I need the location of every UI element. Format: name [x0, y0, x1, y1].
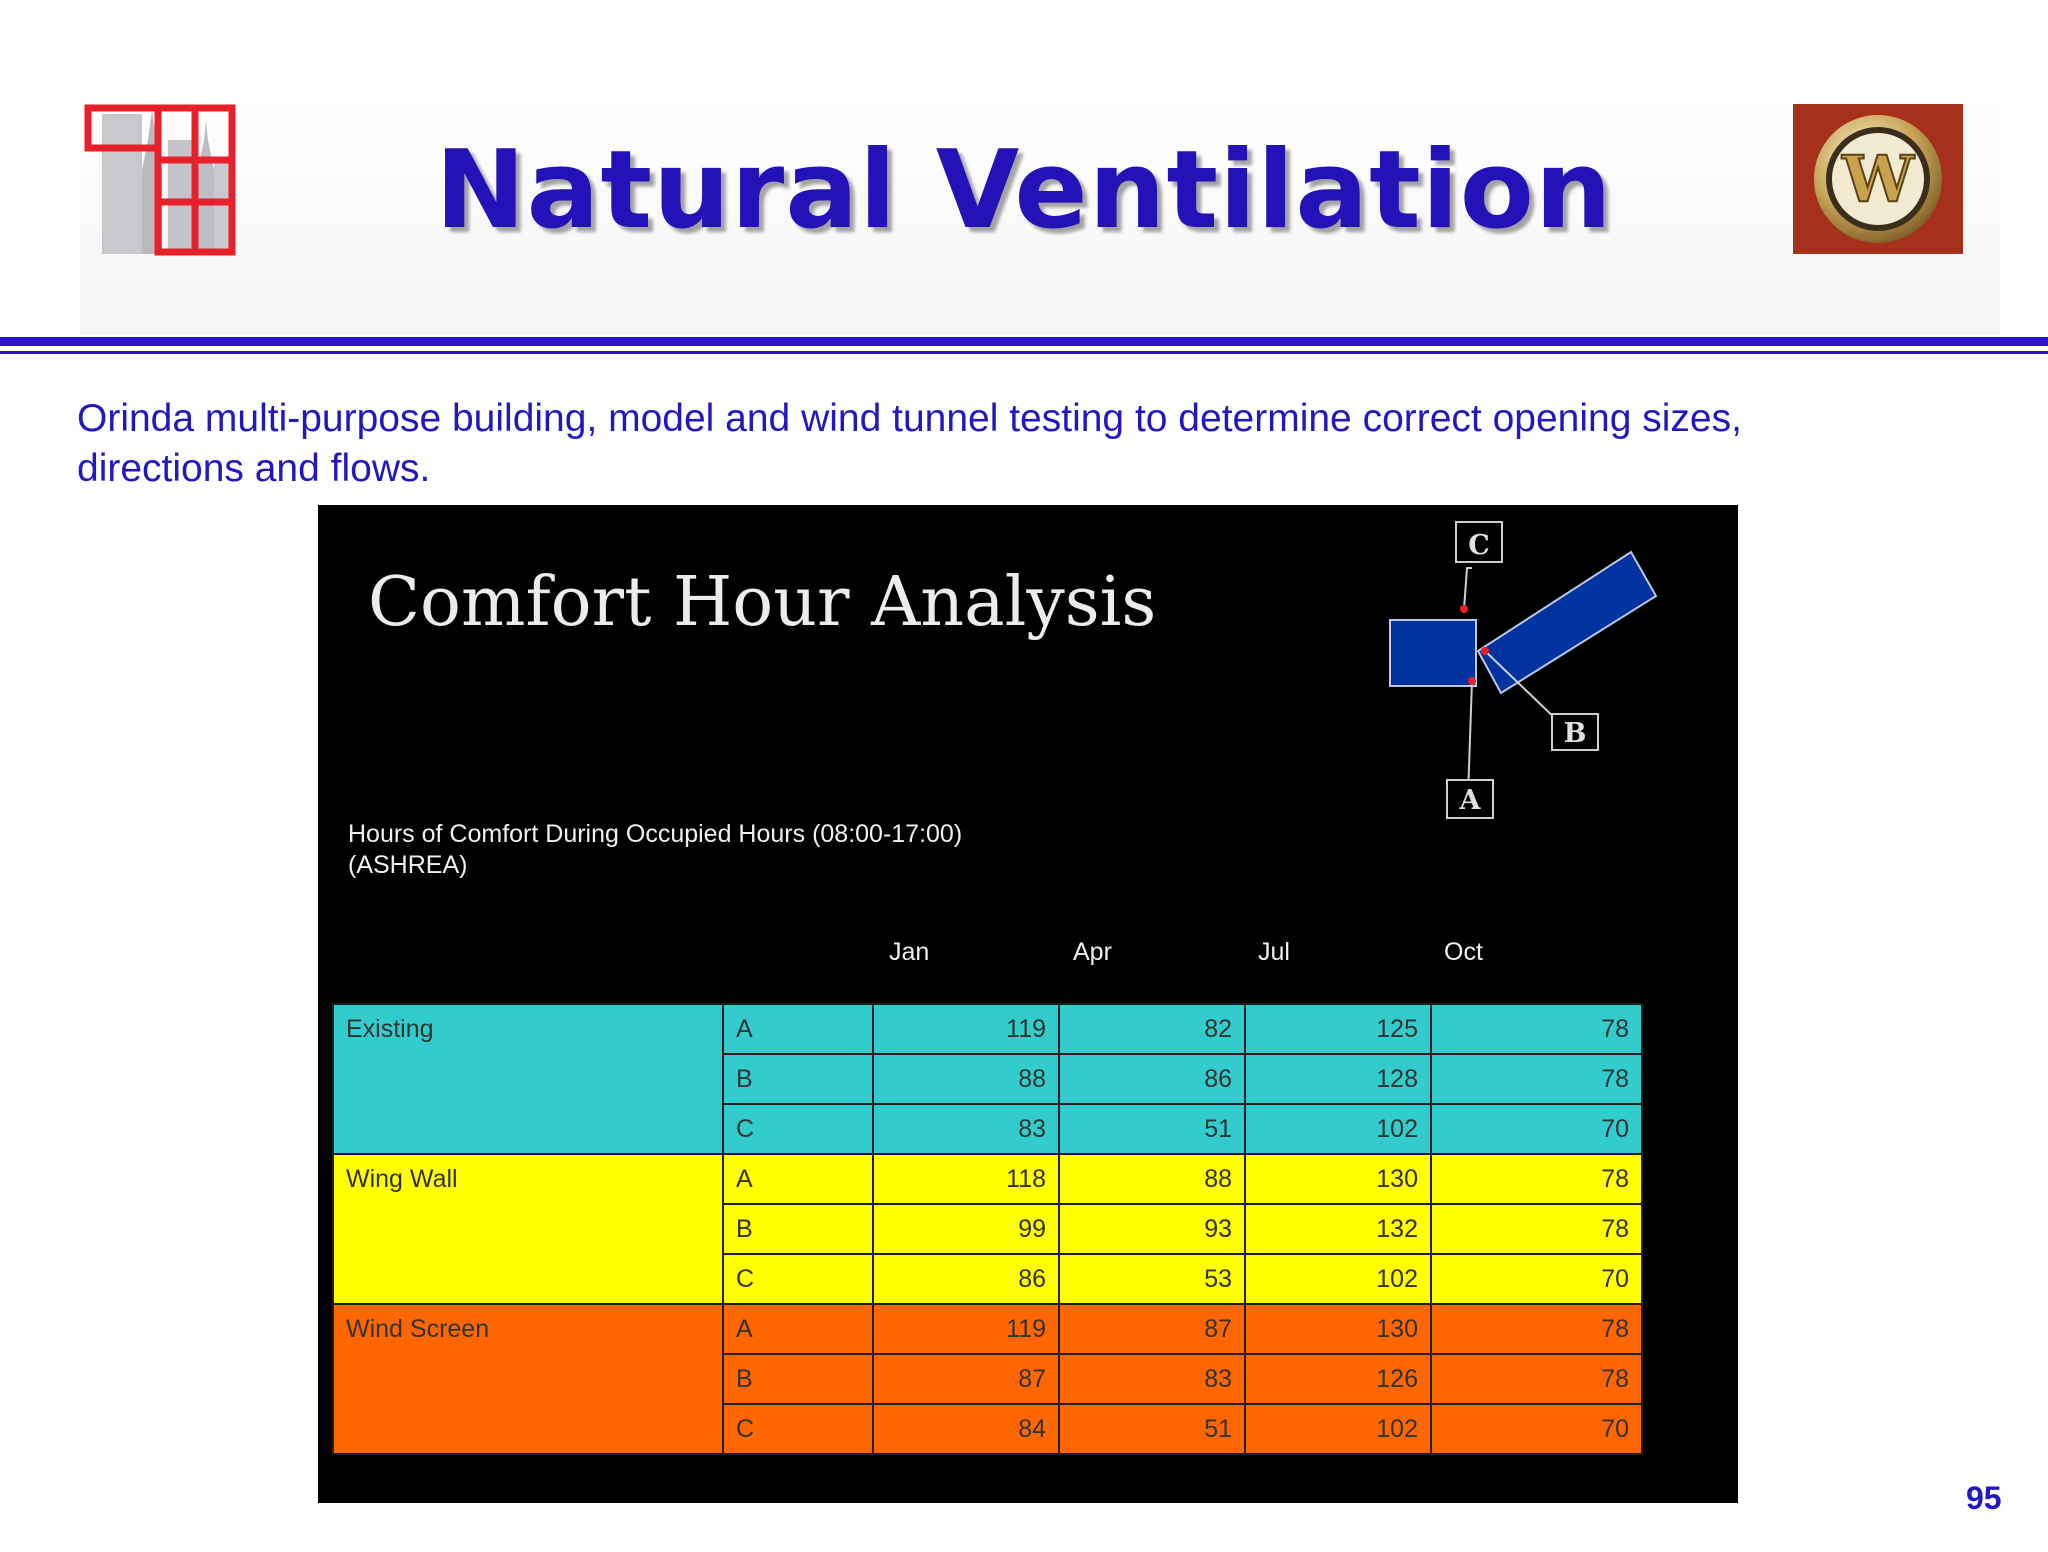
point-b-marker	[1481, 647, 1489, 655]
table-cell: 78	[1431, 1204, 1642, 1254]
group-label: Existing	[333, 1004, 723, 1154]
header-rule-thick	[0, 337, 2048, 346]
subrow-label: B	[723, 1054, 873, 1104]
table-cell: 88	[873, 1054, 1059, 1104]
table-cell: 102	[1245, 1104, 1431, 1154]
diagram-label-b: B	[1563, 718, 1587, 749]
subrow-label: A	[723, 1004, 873, 1054]
subrow-label: C	[723, 1104, 873, 1154]
point-c-marker	[1460, 605, 1468, 613]
subtitle-line-2: directions and flows.	[77, 447, 431, 490]
table-cell: 87	[873, 1354, 1059, 1404]
table-cell: 84	[873, 1404, 1059, 1454]
table-cell: 93	[1059, 1204, 1245, 1254]
table-cell: 128	[1245, 1054, 1431, 1104]
subrow-label: C	[723, 1404, 873, 1454]
emblem-letter: W	[1842, 142, 1914, 217]
table-cell: 88	[1059, 1154, 1245, 1204]
table-cell: 102	[1245, 1404, 1431, 1454]
table-cell: 119	[873, 1004, 1059, 1054]
table-cell: 87	[1059, 1304, 1245, 1354]
month-header-apr: Apr	[1073, 938, 1112, 966]
subrow-label: A	[723, 1304, 873, 1354]
table-cell: 83	[873, 1104, 1059, 1154]
table-caption	[348, 819, 962, 881]
table-cell: 78	[1431, 1354, 1642, 1404]
table-body	[333, 1004, 1642, 1454]
table-cell: 99	[873, 1204, 1059, 1254]
table-cell: 118	[873, 1154, 1059, 1204]
new-building-shape	[1478, 552, 1656, 693]
comfort-analysis-panel	[318, 505, 1738, 1503]
panel-title: Comfort Hour Analysis	[368, 563, 1157, 642]
slide-title: Natural Ventilation	[435, 128, 1613, 253]
table-cell: 78	[1431, 1004, 1642, 1054]
slide-subtitle	[77, 394, 1977, 494]
site-plan-diagram	[1388, 510, 1738, 830]
diagram-label-a: A	[1459, 785, 1481, 816]
table-cell: 119	[873, 1304, 1059, 1354]
table-cell: 78	[1431, 1304, 1642, 1354]
page-number: 95	[1966, 1480, 2002, 1516]
table-row	[333, 1154, 1642, 1204]
caption-line-2: (ASHREA)	[348, 851, 468, 879]
table-cell: 82	[1059, 1004, 1245, 1054]
header-rule-thin	[0, 351, 2048, 354]
point-a-marker	[1468, 677, 1476, 685]
table-cell: 130	[1245, 1154, 1431, 1204]
existing-building-shape	[1390, 620, 1476, 686]
table-cell: 70	[1431, 1254, 1642, 1304]
subrow-label: C	[723, 1254, 873, 1304]
subrow-label: B	[723, 1204, 873, 1254]
table-cell: 125	[1245, 1004, 1431, 1054]
table-cell: 70	[1431, 1404, 1642, 1454]
month-header-jul: Jul	[1258, 938, 1290, 966]
diagram-label-c: C	[1468, 530, 1490, 561]
subtitle-line-1: Orinda multi-purpose building, model and wind tunnel testing to determine correct opening sizes,	[77, 397, 1742, 440]
table-cell: 51	[1059, 1404, 1245, 1454]
table-cell: 86	[873, 1254, 1059, 1304]
subrow-label: B	[723, 1354, 873, 1404]
group-label: Wing Wall	[333, 1154, 723, 1304]
table-cell: 126	[1245, 1354, 1431, 1404]
table-cell: 78	[1431, 1054, 1642, 1104]
table-cell: 130	[1245, 1304, 1431, 1354]
w-emblem-logo-icon	[1793, 104, 1963, 254]
table-cell: 86	[1059, 1054, 1245, 1104]
caption-line-1: Hours of Comfort During Occupied Hours (08:00-17:00)	[348, 820, 963, 848]
table-row	[333, 1304, 1642, 1354]
comfort-hours-table	[332, 1003, 1643, 1455]
subrow-label: A	[723, 1154, 873, 1204]
table-cell: 78	[1431, 1154, 1642, 1204]
table-cell: 102	[1245, 1254, 1431, 1304]
table-cell: 53	[1059, 1254, 1245, 1304]
table-cell: 70	[1431, 1104, 1642, 1154]
month-header-jan: Jan	[889, 938, 930, 966]
table-cell: 51	[1059, 1104, 1245, 1154]
table-cell: 83	[1059, 1354, 1245, 1404]
month-header-oct: Oct	[1444, 938, 1483, 966]
table-row	[333, 1004, 1642, 1054]
table-cell: 132	[1245, 1204, 1431, 1254]
group-label: Wind Screen	[333, 1304, 723, 1454]
